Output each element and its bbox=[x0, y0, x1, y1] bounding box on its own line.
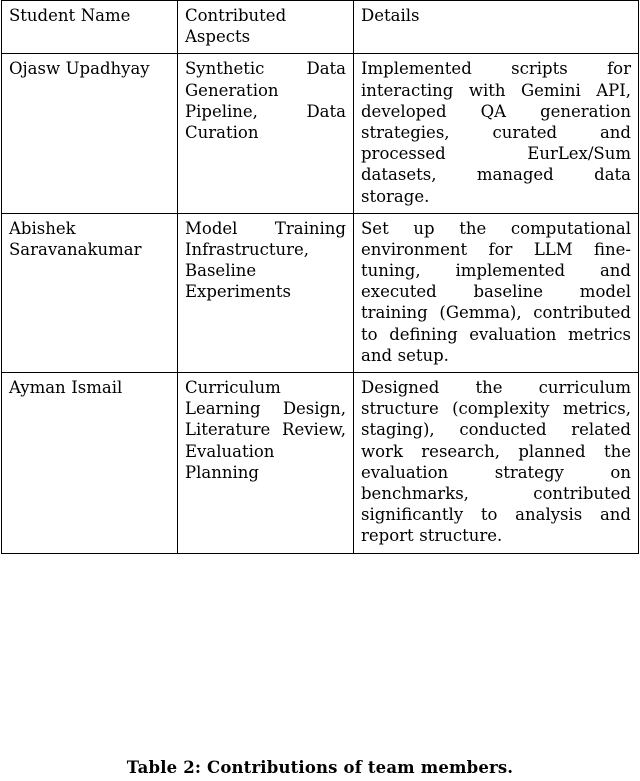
table-row bbox=[2, 54, 639, 213]
cell-contributed-aspects: Curriculum Learning Design, Literature Review, Evaluation Planning bbox=[178, 373, 354, 554]
table-row bbox=[2, 213, 639, 372]
column-header-student-name: Student Name bbox=[2, 1, 178, 54]
column-header-details: Details bbox=[354, 1, 639, 54]
cell-contributed-aspects: Model Training Infrastructure, Baseline Experiments bbox=[178, 213, 354, 372]
column-header-contributed-aspects: Contributed Aspects bbox=[178, 1, 354, 54]
cell-details: Designed the curriculum structure (complexity metrics, staging), conducted related work research, planned the evaluation strategy on benchmarks, contributed significantly to analysis and report structure. bbox=[354, 373, 639, 554]
table-header-row bbox=[2, 1, 639, 54]
contributions-table bbox=[1, 0, 639, 554]
table-caption: Table 2: Contributions of team members. bbox=[126, 758, 514, 777]
cell-details: Set up the computational environment for LLM fine-tuning, implemented and executed baseline model training (Gemma), contributed to defining evaluation metrics and setup. bbox=[354, 213, 639, 372]
cell-student-name: Ayman Ismail bbox=[2, 373, 178, 554]
table-row bbox=[2, 373, 639, 554]
cell-contributed-aspects: Synthetic Data Generation Pipeline, Data Curation bbox=[178, 54, 354, 213]
cell-details: Implemented scripts for interacting with Gemini API, developed QA generation strategies, curated and processed EurLex/Sum datasets, managed data storage. bbox=[354, 54, 639, 213]
cell-student-name: Abishek Saravanakumar bbox=[2, 213, 178, 372]
cell-student-name: Ojasw Upadhyay bbox=[2, 54, 178, 213]
